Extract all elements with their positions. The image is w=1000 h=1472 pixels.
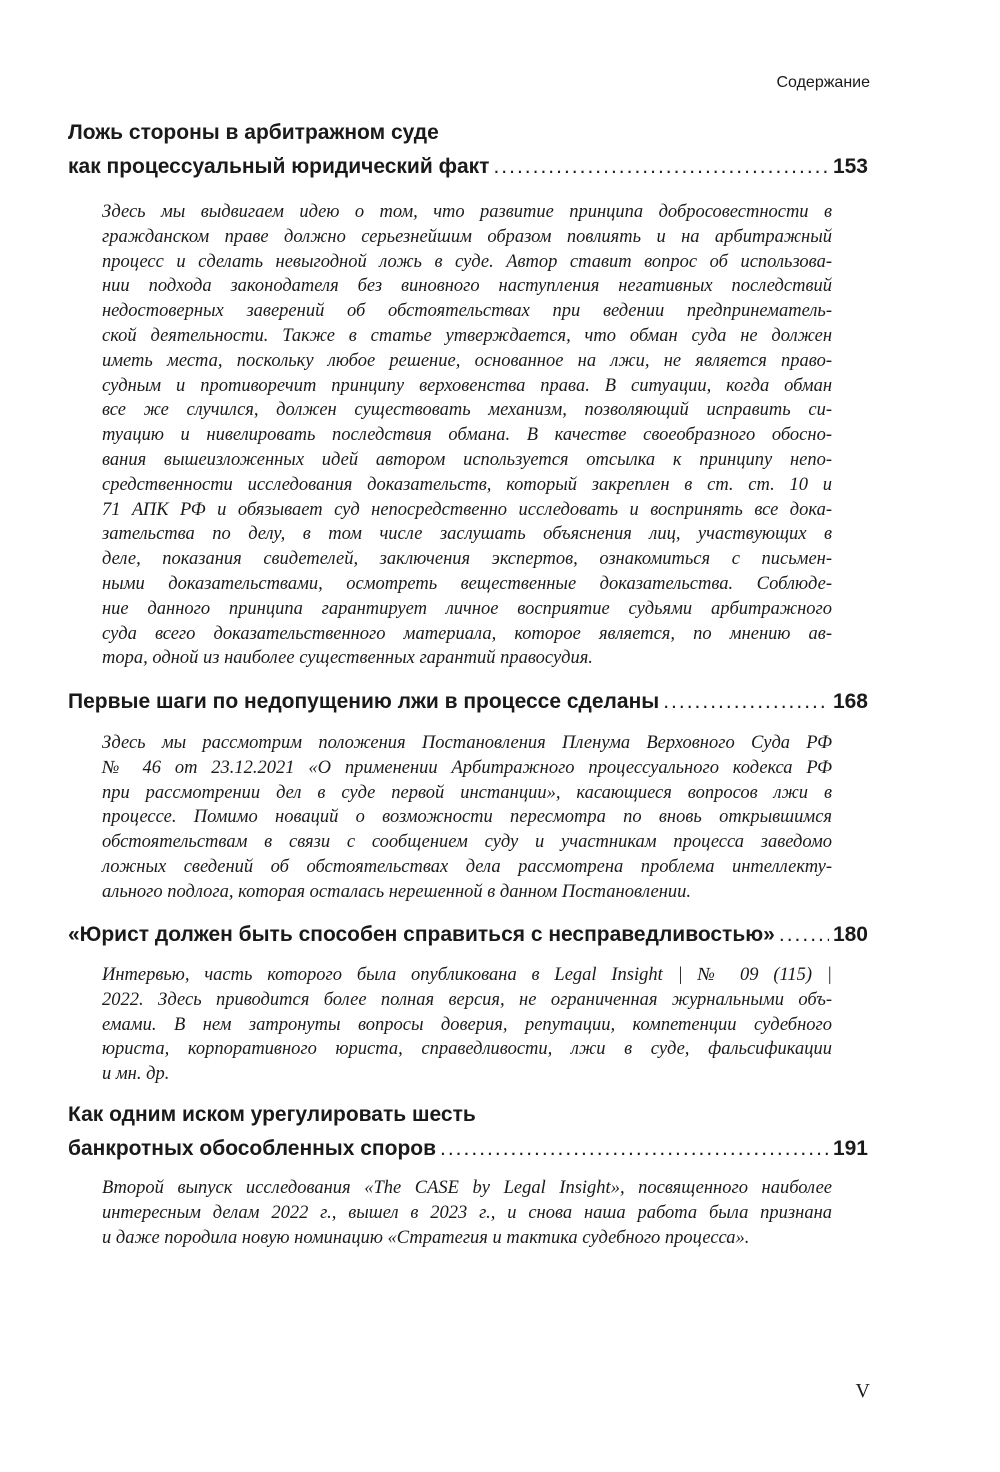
- entry-summary: [102, 200, 832, 671]
- title-line: Как одним иском урегулировать шесть: [68, 1103, 476, 1126]
- page-ref: 191: [832, 1137, 868, 1160]
- summary-line: Интервью, часть которого была опубликована в Legal Insight | № 09 (115) |: [102, 965, 832, 985]
- summary-line: тора, одной из наиболее существенных гарантий правосудия.: [102, 648, 593, 669]
- summary-line: ние данного принципа гарантирует личное восприятие судьями арбитражного: [102, 598, 832, 619]
- page-ref: 180: [832, 923, 868, 946]
- summary-line: обстоятельствам в связи с сообщением суду и участникам процесса заведомо: [102, 832, 832, 853]
- summary-line: Здесь мы рассмотрим положения Постановления Пленума Верховного Суда РФ: [102, 733, 832, 753]
- summary-line: ской деятельности. Также в статье утверждается, что обман суда не должен: [102, 325, 832, 346]
- toc-entry-title[interactable]: [68, 918, 868, 952]
- page-ref: 168: [832, 690, 868, 713]
- summary-line: суда всего доказательственного материала, которое является, по мнению ав-: [102, 623, 832, 644]
- entry-summary: [102, 963, 832, 1087]
- title-line: Ложь стороны в арбитражном суде: [68, 121, 439, 144]
- summary-line: недостоверных заверений об обстоятельствах при ведении предпринематель-: [102, 301, 832, 322]
- summary-line: и мн. др.: [102, 1064, 170, 1085]
- summary-line: № 46 от 23.12.2021 «О применении Арбитражного процессуального кодекса РФ: [102, 757, 832, 778]
- toc-entry-title[interactable]: [68, 685, 868, 719]
- summary-line: и даже породила новую номинацию «Стратегия и тактика судебного процесса».: [102, 1227, 750, 1248]
- summary-line: иметь места, поскольку любое решение, основанное на лжи, не является право-: [102, 350, 832, 371]
- summary-line: судным и противоречит принципу верховенства права. В ситуации, когда обман: [102, 375, 832, 396]
- page-number: V: [855, 1380, 870, 1402]
- dot-leader: [440, 1132, 829, 1166]
- running-header: Содержание: [776, 74, 870, 91]
- dot-leader: [663, 685, 829, 719]
- summary-line: туацию и нивелировать последствия обмана. В качестве своеобразного обосно-: [102, 425, 832, 446]
- dot-leader: [779, 918, 829, 952]
- summary-line: при рассмотрении дел в суде первой инстанции», касающиеся вопросов лжи в: [102, 782, 832, 803]
- summary-line: гражданском праве должно серьезнейшим образом повлиять и на арбитражный: [102, 226, 832, 247]
- summary-line: вания вышеизложенных идей автором используется отсылка к принципу непо-: [102, 449, 832, 470]
- title-line: как процессуальный юридический факт: [68, 155, 490, 178]
- summary-line: интересным делам 2022 г., вышел в 2023 г., и снова наша работа была признана: [102, 1202, 832, 1223]
- summary-line: зательства по делу, в том числе заслушать объяснения лиц, участвующих в: [102, 524, 832, 545]
- summary-line: процессе. Помимо новаций о возможности пересмотра по вновь открывшимся: [102, 807, 832, 828]
- summary-line: ными доказательствами, осмотреть вещественные доказательства. Соблюде-: [102, 573, 832, 594]
- summary-line: нии подхода законодателя без виновного наступления негативных последствий: [102, 276, 832, 297]
- entry-summary: [102, 731, 832, 905]
- summary-line: Второй выпуск исследования «The CASE by Legal Insight», посвященного наиболее: [102, 1178, 832, 1198]
- summary-line: емами. В нем затронуты вопросы доверия, репутации, компетенции судебного: [102, 1014, 832, 1035]
- summary-line: юриста, корпоративного юриста, справедливости, лжи в суде, фальсификации: [102, 1039, 832, 1060]
- title-line: Первые шаги по недопущению лжи в процессе сделаны: [68, 690, 660, 713]
- summary-line: 71 АПК РФ и обязывает суд непосредственно исследовать и воспринять все дока-: [102, 499, 832, 520]
- toc-entry-title[interactable]: [68, 1098, 868, 1166]
- toc-entry-title[interactable]: [68, 116, 868, 184]
- title-line: банкротных обособленных споров: [68, 1137, 437, 1160]
- summary-line: 2022. Здесь приводится более полная версия, не ограниченная журнальными объ-: [102, 989, 832, 1010]
- page-ref: 153: [832, 155, 868, 178]
- summary-line: ального подлога, которая осталась нерешенной в данном Постановлении.: [102, 881, 692, 902]
- dot-leader: [493, 150, 829, 184]
- summary-line: деле, показания свидетелей, заключения экспертов, ознакомиться с письмен-: [102, 549, 832, 570]
- summary-line: Здесь мы выдвигаем идею о том, что развитие принципа добросовестности в: [102, 202, 832, 222]
- summary-line: все же случился, должен существовать механизм, позволяющий исправить си-: [102, 400, 832, 421]
- summary-line: средственности исследования доказательств, который закреплен в ст. ст. 10 и: [102, 474, 832, 495]
- title-line: «Юрист должен быть способен справиться с несправедливостью»: [68, 923, 775, 946]
- entry-summary: [102, 1176, 832, 1250]
- summary-line: процесс и сделать невыгодной ложь в суде. Автор ставит вопрос об использова-: [102, 251, 832, 272]
- summary-line: ложных сведений об обстоятельствах дела рассмотрена проблема интеллекту-: [102, 856, 832, 877]
